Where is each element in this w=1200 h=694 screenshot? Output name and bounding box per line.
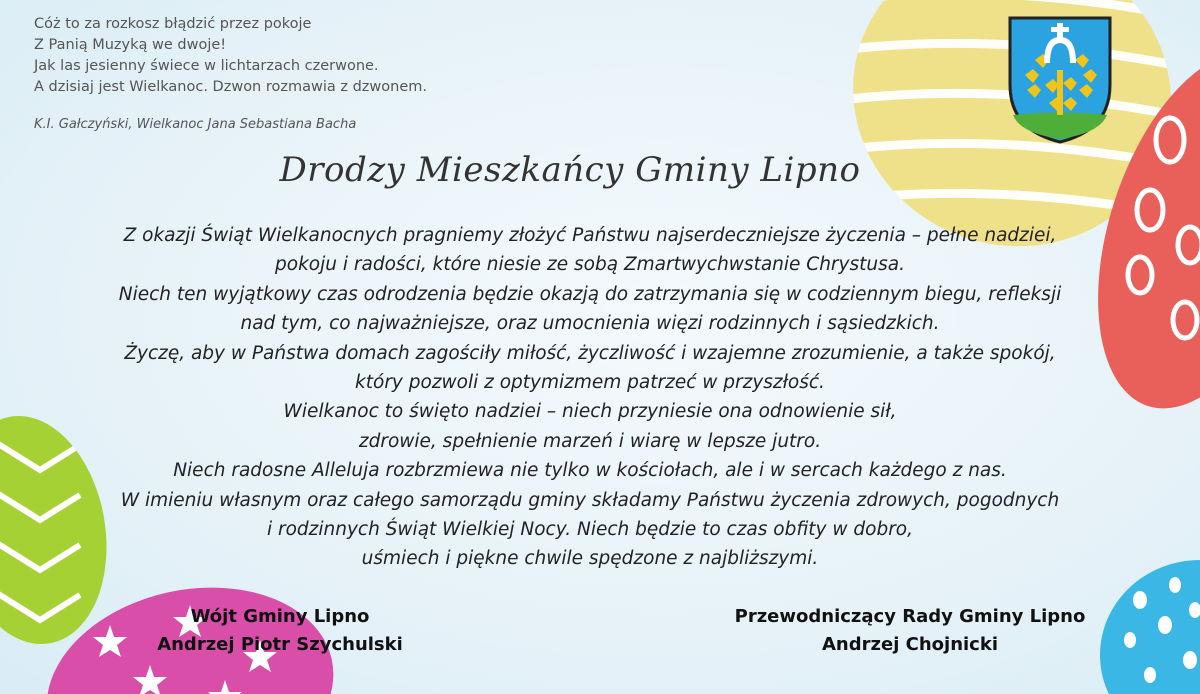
wishes-line: Wielkanoc to święto nadziei – niech przyniesie ona odnowienie sił, bbox=[283, 401, 897, 423]
greeting-heading: Drodzy Mieszkańcy Gminy Lipno bbox=[279, 150, 861, 190]
wishes-line: uśmiech i piękne chwile spędzone z najbliższymi. bbox=[361, 548, 819, 570]
poem-quote bbox=[34, 14, 427, 98]
coat-of-arms-icon bbox=[1005, 15, 1115, 145]
wishes-line: Niech ten wyjątkowy czas odrodzenia będzie okazją do zatrzymania się w codziennym biegu, refleksji bbox=[118, 283, 1062, 305]
wishes-line: i rodzinnych Świąt Wielkiej Nocy. Niech będzie to czas obfity w dobro, bbox=[266, 519, 914, 541]
wishes-line: W imieniu własnym oraz całego samorządu gminy składamy Państwu życzenia zdrowych, pogodnych bbox=[120, 489, 1060, 511]
poem-line: Jak las jesienny świece w lichtarzach czerwone. bbox=[34, 58, 379, 74]
signature-name: Andrzej Piotr Szychulski bbox=[157, 634, 403, 655]
signature-title: Przewodniczący Rady Gminy Lipno bbox=[734, 606, 1086, 627]
poem-line: Z Panią Muzyką we dwoje! bbox=[34, 37, 227, 53]
wishes-line: nad tym, co najważniejsze, oraz umocnienia więzi rodzinnych i sąsiedzkich. bbox=[240, 313, 940, 335]
poem-line: Cóż to za rozkosz błądzić przez pokoje bbox=[34, 16, 312, 32]
wishes-text bbox=[20, 221, 1160, 574]
wishes-line: pokoju i radości, które niesie ze sobą Zmartwychwstanie Chrystusa. bbox=[275, 254, 905, 276]
wishes-line: zdrowie, spełnienie marzeń i wiarę w lepsze jutro. bbox=[358, 430, 822, 452]
signature-title: Wójt Gminy Lipno bbox=[190, 606, 370, 627]
wishes-line: Życzę, aby w Państwa domach zagościły miłość, życzliwość i wzajemne zrozumienie, a także spokój, bbox=[124, 342, 1056, 364]
signature-left bbox=[120, 603, 440, 659]
wishes-line: Niech radosne Alleluja rozbrzmiewa nie tylko w kościołach, ale i w sercach każdego z nas. bbox=[173, 460, 1007, 482]
poem-attribution: K.I. Gałczyński, Wielkanoc Jana Sebastiana Bacha bbox=[34, 117, 357, 132]
signature-name: Andrzej Chojnicki bbox=[822, 634, 998, 655]
wishes-line: który pozwoli z optymizmem patrzeć w przyszłość. bbox=[355, 372, 825, 394]
signature-right bbox=[700, 603, 1120, 659]
wishes-line: Z okazji Świąt Wielkanocnych pragniemy złożyć Państwu najserdeczniejsze życzenia – pełne nadziei, bbox=[123, 225, 1057, 246]
poem-line: A dzisiaj jest Wielkanoc. Dzwon rozmawia z dzwonem. bbox=[34, 79, 427, 95]
